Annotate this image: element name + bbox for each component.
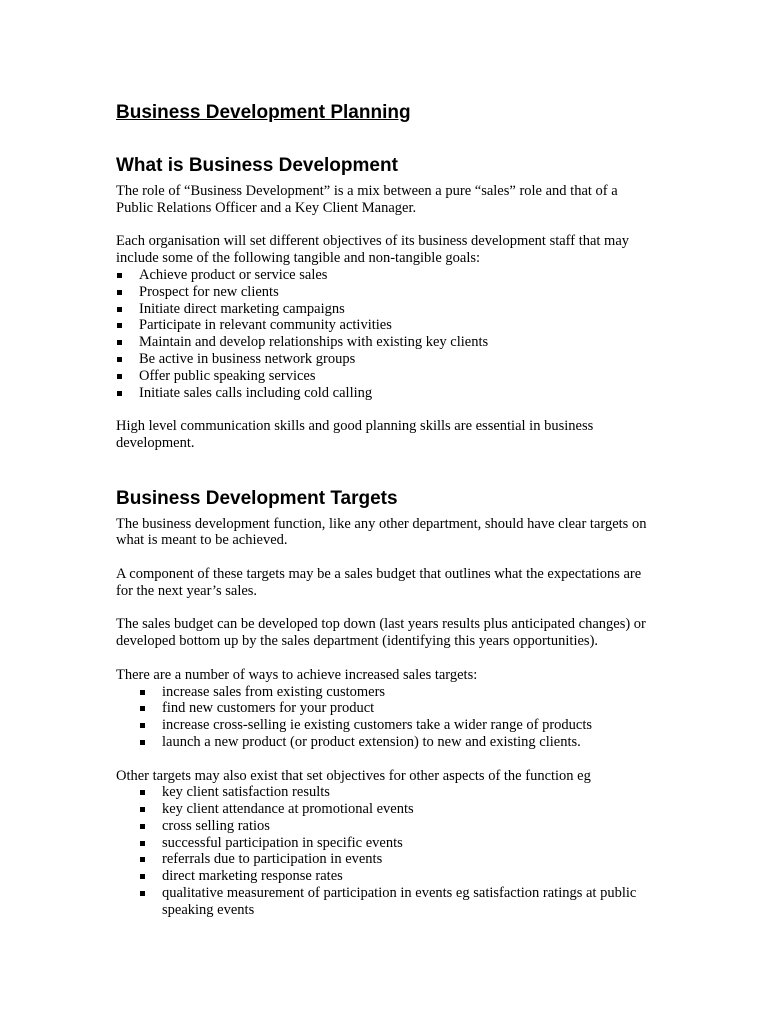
list-item-text: Prospect for new clients: [139, 283, 279, 300]
list-item-text: Be active in business network groups: [139, 350, 356, 367]
bullet-square-icon: [117, 307, 122, 312]
list-item-text: referrals due to participation in events: [162, 851, 383, 868]
list-item-text: key client attendance at promotional events: [162, 801, 414, 818]
list-item-text: launch a new product (or product extension) to new and existing clients.: [162, 733, 581, 750]
bullet-square-icon: [140, 723, 145, 728]
list-item: [116, 700, 656, 717]
bullet-square-icon: [117, 357, 122, 362]
list-item-text: qualitative measurement of participation in events eg satisfaction ratings at public speaking events: [162, 885, 637, 918]
paragraph: The sales budget can be developed top down (last years results plus anticipated changes) or developed bottom up by the sales department (identifying this years opportunities).: [116, 616, 646, 650]
list-item: [116, 851, 656, 868]
list-item: [116, 267, 656, 284]
bullet-square-icon: [140, 841, 145, 846]
paragraph: The business development function, like any other department, should have clear targets on what is meant to be achieved.: [116, 515, 647, 549]
list-item: [116, 368, 656, 385]
ways-list: [116, 684, 656, 751]
list-item-text: Initiate sales calls including cold calling: [139, 384, 373, 401]
list-item: [116, 818, 656, 835]
paragraph: Each organisation will set different objectives of its business development staff that may include some of the following tangible and non-tangible goals:: [116, 233, 630, 267]
bullet-square-icon: [117, 290, 122, 295]
bullet-square-icon: [117, 323, 122, 328]
list-item-text: Initiate direct marketing campaigns: [139, 300, 345, 317]
list-item: [116, 734, 656, 751]
list-item-text: direct marketing response rates: [162, 868, 343, 885]
bullet-square-icon: [140, 891, 145, 896]
list-item: [116, 835, 656, 852]
bullet-square-icon: [117, 273, 122, 278]
bullet-square-icon: [117, 391, 122, 396]
bullet-square-icon: [140, 790, 145, 795]
list-item: [116, 801, 656, 818]
paragraph: Other targets may also exist that set objectives for other aspects of the function eg: [116, 767, 591, 784]
paragraph: High level communication skills and good planning skills are essential in business development.: [116, 418, 594, 451]
goals-list: [116, 267, 656, 401]
bullet-square-icon: [140, 690, 145, 695]
paragraph: The role of “Business Development” is a mix between a pure “sales” role and that of a Public Relations Officer and a Key Client Manager.: [116, 183, 618, 216]
list-item: [116, 385, 656, 402]
list-item: [116, 868, 656, 885]
list-item: [116, 334, 656, 351]
list-item-text: Participate in relevant community activities: [139, 317, 392, 334]
list-item-text: increase sales from existing customers: [162, 683, 386, 700]
document-title: Business Development Planning: [116, 102, 411, 123]
list-item: [116, 784, 656, 801]
list-item: [116, 301, 656, 318]
list-item-text: Maintain and develop relationships with existing key clients: [139, 334, 489, 351]
paragraph: A component of these targets may be a sales budget that outlines what the expectations are for the next year’s sales.: [116, 565, 642, 599]
bullet-square-icon: [140, 807, 145, 812]
list-item: [116, 317, 656, 334]
bullet-square-icon: [117, 374, 122, 379]
list-item-text: successful participation in specific events: [162, 834, 403, 851]
list-item: [116, 717, 656, 734]
list-item-text: cross selling ratios: [162, 817, 270, 834]
section-heading-targets: Business Development Targets: [116, 487, 398, 509]
section-spacer: [116, 469, 656, 486]
bullet-square-icon: [140, 740, 145, 745]
bullet-square-icon: [140, 824, 145, 829]
list-item-text: Achieve product or service sales: [139, 266, 328, 283]
list-item-text: find new customers for your product: [162, 700, 375, 717]
list-item: [116, 284, 656, 301]
bullet-square-icon: [140, 857, 145, 862]
bullet-square-icon: [140, 874, 145, 879]
document-page: [116, 100, 656, 935]
list-item-text: key client satisfaction results: [162, 784, 330, 801]
section-heading-what-is: What is Business Development: [116, 155, 398, 176]
bullet-square-icon: [140, 706, 145, 711]
paragraph: There are a number of ways to achieve increased sales targets:: [116, 666, 478, 683]
list-item: [116, 684, 656, 701]
list-item: [116, 351, 656, 368]
bullet-square-icon: [117, 340, 122, 345]
list-item-text: increase cross-selling ie existing customers take a wider range of products: [162, 717, 593, 734]
list-item: [116, 885, 656, 919]
list-item-text: Offer public speaking services: [139, 367, 316, 384]
other-targets-list: [116, 784, 656, 918]
